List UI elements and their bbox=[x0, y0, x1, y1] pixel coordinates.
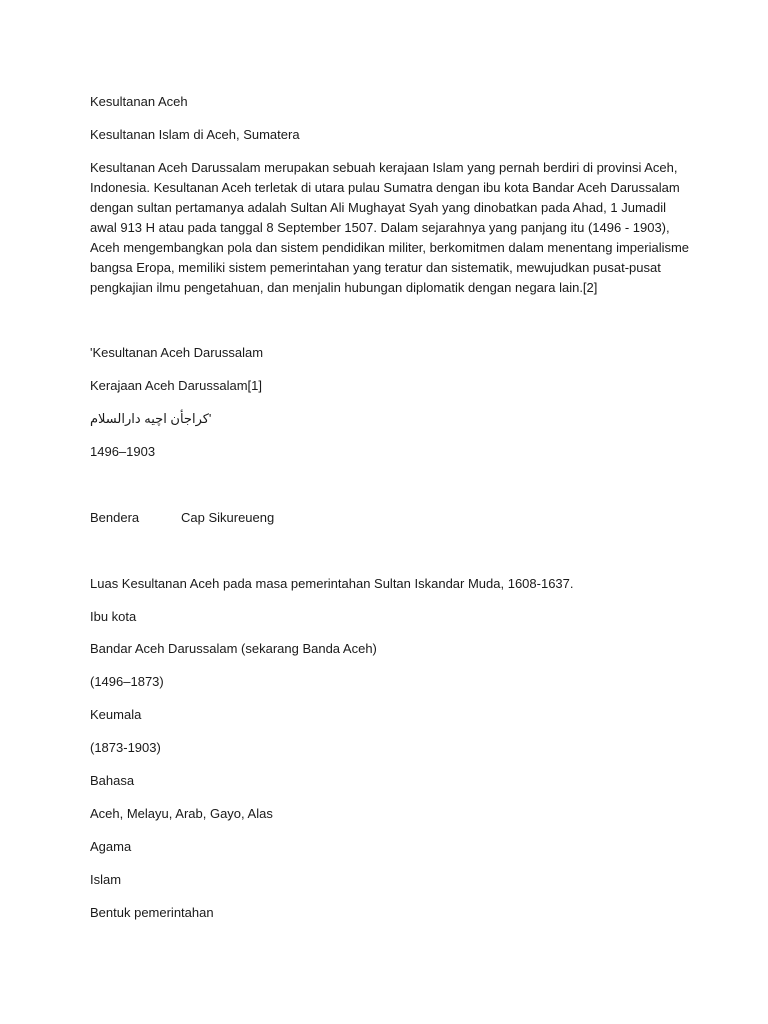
intro-paragraph: Kesultanan Aceh Darussalam merupakan sebuah kerajaan Islam yang pernah berdiri di provinsi Aceh, Indonesia. Kesultanan Aceh terletak di utara pulau Sumatra dengan ibu kota Bandar Aceh Darussalam dengan sultan pertamanya adalah Sultan Ali Mughayat Syah yang dinobatkan pada Ahad, 1 Jumadil awal 913 H atau pada tanggal 8 September 1507. Dalam sejarahnya yang panjang itu (1496 - 1903), Aceh mengembangkan pola dan sistem pendidikan militer, berkomitmen dalam menentang imperialisme bangsa Eropa, memiliki sistem pemerintahan yang teratur dan sistematik, mewujudkan pusat-pusat pengkajian ilmu pengetahuan, dan menjalin hubungan diplomatik dengan negara lain.[2] bbox=[90, 160, 690, 295]
capital-1: Bandar Aceh Darussalam (sekarang Banda Aceh) bbox=[90, 641, 377, 656]
capital-1-years: (1496–1873) bbox=[90, 674, 164, 689]
capital-2: Keumala bbox=[90, 707, 142, 722]
language-label: Bahasa bbox=[90, 773, 135, 788]
infobox-local-name: Kerajaan Aceh Darussalam[1] bbox=[90, 378, 262, 393]
document-subtitle: Kesultanan Islam di Aceh, Sumatera bbox=[90, 127, 300, 142]
seal-label: Cap Sikureueng bbox=[181, 510, 275, 525]
religion-label: Agama bbox=[90, 839, 132, 854]
capital-label: Ibu kota bbox=[90, 609, 137, 624]
flag-seal-row bbox=[90, 508, 274, 528]
languages: Aceh, Melayu, Arab, Gayo, Alas bbox=[90, 806, 273, 821]
government-label: Bentuk pemerintahan bbox=[90, 905, 214, 920]
map-caption: Luas Kesultanan Aceh pada masa pemerintahan Sultan Iskandar Muda, 1608-1637. bbox=[90, 576, 574, 591]
infobox-jawi-name: 'كراجأن اچيه دارالسلام bbox=[90, 411, 212, 426]
infobox-name: 'Kesultanan Aceh Darussalam bbox=[90, 345, 264, 360]
religion: Islam bbox=[90, 872, 122, 887]
document-title: Kesultanan Aceh bbox=[90, 94, 188, 109]
capital-2-years: (1873-1903) bbox=[90, 740, 161, 755]
flag-label: Bendera bbox=[90, 510, 140, 525]
infobox-period: 1496–1903 bbox=[90, 444, 156, 459]
